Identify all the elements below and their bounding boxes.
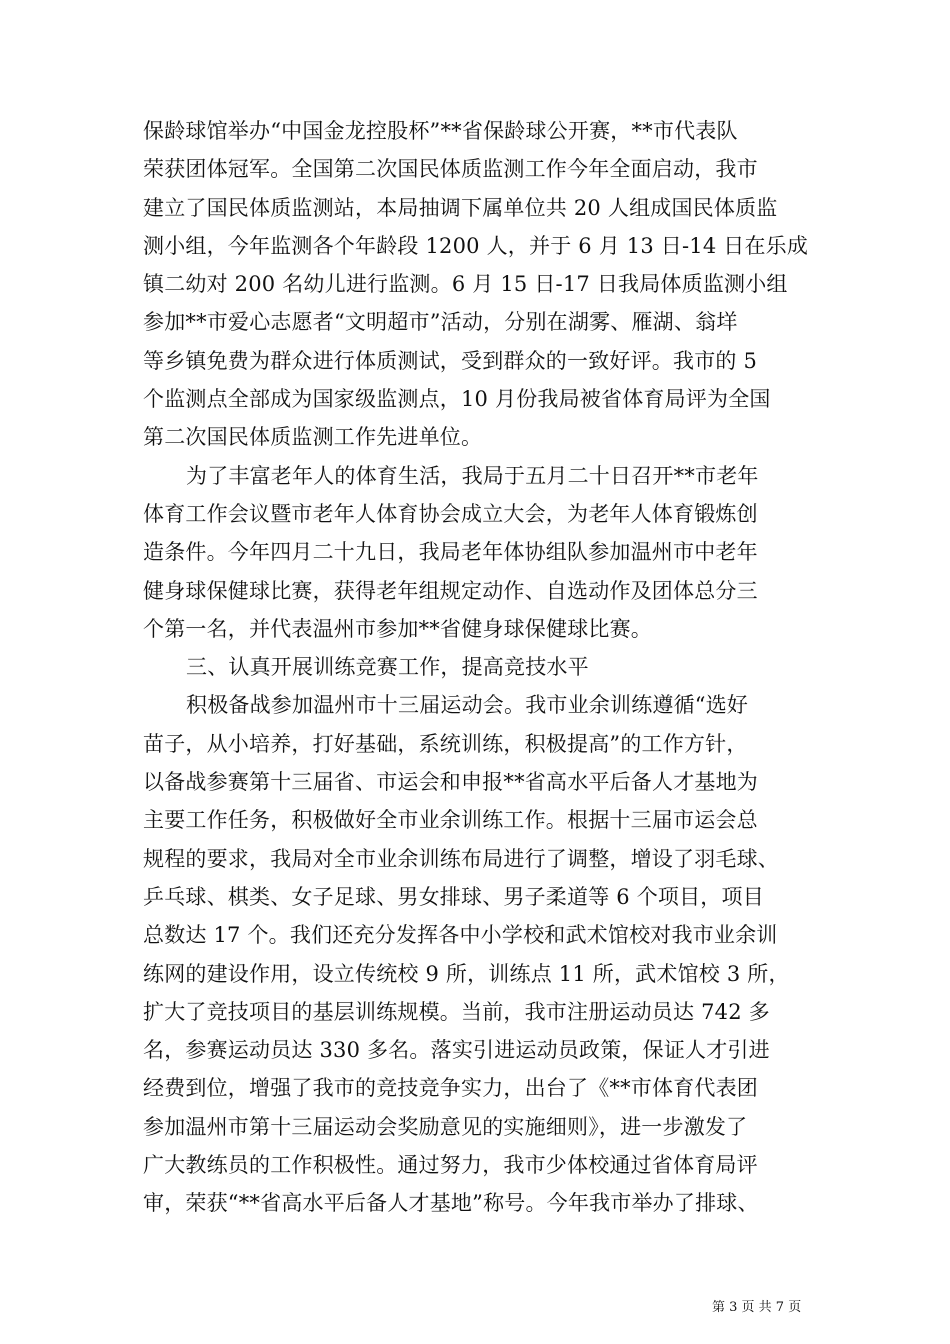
text-line: 健身球保健球比赛，获得老年组规定动作、自选动作及团体总分三 xyxy=(143,578,758,603)
text-line: 苗子，从小培养，打好基础，系统训练，积极提高”的工作方针， xyxy=(143,731,748,756)
text-line: 镇二幼对 200 名幼儿进行监测。6 月 15 日-17 日我局体质监测小组 xyxy=(143,272,788,297)
paragraph-start-line: 积极备战参加温州市十三届运动会。我市业余训练遵循“选好 xyxy=(186,693,749,718)
text-line: 广大教练员的工作积极性。通过努力，我市少体校通过省体育局评 xyxy=(143,1153,758,1178)
text-line: 审，荣获“**省高水平后备人才基地”称号。今年我市举办了排球、 xyxy=(143,1191,759,1216)
text-line: 扩大了竞技项目的基层训练规模。当前，我市注册运动员达 742 多 xyxy=(143,999,770,1024)
text-line: 体育工作会议暨市老年人体育协会成立大会，为老年人体育锻炼创 xyxy=(143,501,758,526)
text-line: 总数达 17 个。我们还充分发挥各中小学校和武术馆校对我市业余训 xyxy=(143,923,778,948)
text-line: 参加温州市第十三届运动会奖励意见的实施细则》，进一步激发了 xyxy=(143,1114,748,1139)
page-number-footer: 第 3 页 共 7 页 xyxy=(712,1300,802,1315)
text-line: 练网的建设作用，设立传统校 9 所，训练点 11 所，武术馆校 3 所， xyxy=(143,961,790,986)
text-line: 个监测点全部成为国家级监测点，10 月份我局被省体育局评为全国 xyxy=(143,387,771,412)
text-line: 规程的要求，我局对全市业余训练布局进行了调整，增设了羽毛球、 xyxy=(143,846,779,871)
text-line: 建立了国民体质监测站，本局抽调下属单位共 20 人组成国民体质监 xyxy=(143,195,778,220)
text-line: 荣获团体冠军。全国第二次国民体质监测工作今年全面启动，我市 xyxy=(143,157,758,182)
text-line: 名，参赛运动员达 330 多名。落实引进运动员政策，保证人才引进 xyxy=(143,1038,770,1063)
text-line: 经费到位，增强了我市的竞技竞争实力，出台了《**市体育代表团 xyxy=(143,1076,758,1101)
text-line: 造条件。今年四月二十九日，我局老年体协组队参加温州市中老年 xyxy=(143,540,758,565)
text-line: 保龄球馆举办“中国金龙控股杯”**省保龄球公开赛，**市代表队 xyxy=(143,119,738,143)
text-line: 以备战参赛第十三届省、市运会和申报**省高水平后备人才基地为 xyxy=(143,770,758,795)
text-line: 等乡镇免费为群众进行体质测试，受到群众的一致好评。我市的 5 xyxy=(143,348,758,373)
document-body xyxy=(143,112,823,1223)
text-line: 第二次国民体质监测工作先进单位。 xyxy=(143,425,483,450)
text-line: 乒乓球、棋类、女子足球、男女排球、男子柔道等 6 个项目，项目 xyxy=(143,884,764,909)
text-line: 主要工作任务，积极做好全市业余训练工作。根据十三届市运会总 xyxy=(143,808,758,833)
text-line: 测小组，今年监测各个年龄段 1200 人，并于 6 月 13 日-14 日在乐成 xyxy=(143,233,809,258)
text-line: 参加**市爱心志愿者“文明超市”活动，分别在湖雾、雁湖、翁垟 xyxy=(143,310,738,335)
section-heading: 三、认真开展训练竞赛工作，提高竞技水平 xyxy=(186,655,589,680)
text-line: 个第一名，并代表温州市参加**省健身球保健球比赛。 xyxy=(143,616,652,641)
paragraph-start-line: 为了丰富老年人的体育生活，我局于五月二十日召开**市老年 xyxy=(186,463,759,488)
